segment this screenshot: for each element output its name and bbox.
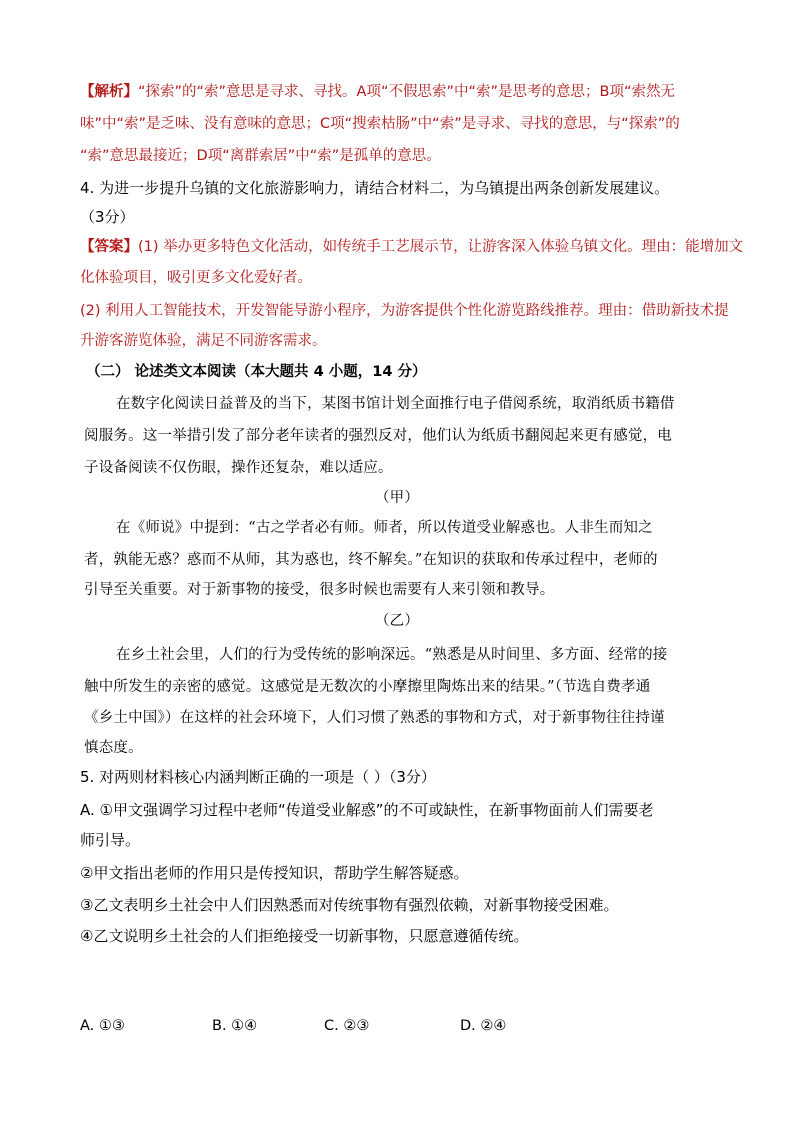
analysis-line-2: 味”中“索”是乏味、没有意味的意思；C项“搜索枯肠”中“索”是寻求、寻找的意思，与“探索”的	[80, 116, 680, 132]
q5-option-c[interactable]: C. ②③	[324, 1018, 370, 1034]
yi-line-2: 触中所发生的亲密的感觉。这感觉是无数次的小摩擦里陶炼出来的结果。”（节选自费孝通	[84, 679, 651, 695]
q5-statement-2: ②甲文指出老师的作用只是传授知识，帮助学生解答疑惑。	[80, 864, 469, 882]
answer-line-2: 化体验项目，吸引更多文化爱好者。	[80, 270, 312, 286]
q4-line-1: 4. 为进一步提升乌镇的文化旅游影响力，请结合材料二，为乌镇提出两条创新发展建议。	[80, 179, 670, 197]
q4-line-2: （3分）	[80, 208, 135, 226]
analysis-line-1	[80, 82, 675, 102]
q5-statement-1a: A. ①甲文强调学习过程中老师“传道受业解惑”的不可或缺性，在新事物面前人们需要老	[80, 801, 654, 819]
section-2-title: （二） 论述类文本阅读（本大题共 4 小题，14 分）	[86, 364, 427, 380]
intro-line-2: 阅服务。这一举措引发了部分老年读者的强烈反对，他们认为纸质书翻阅起来更有感觉，电	[84, 428, 672, 444]
jia-line-1: 在《师说》中提到：“古之学者必有师。师者，所以传道受业解惑也。人非生而知之	[116, 520, 653, 536]
analysis-tag: 【解析】	[80, 84, 138, 100]
jia-line-3: 引导至关重要。对于新事物的接受，很多时候也需要有人来引领和教导。	[84, 582, 555, 598]
yi-line-3: 《乡土中国》）在这样的社会环境下，人们习惯了熟悉的事物和方式，对于新事物往往持谨	[84, 710, 665, 726]
answer-line-3: (2) 利用人工智能技术，开发智能导游小程序，为游客提供个性化游览路线推荐。理由：借助新技术提	[80, 303, 729, 319]
q5-option-a[interactable]: A. ①③	[80, 1018, 125, 1034]
jia-label: （甲）	[374, 490, 420, 506]
yi-line-1: 在乡土社会里，人们的行为受传统的影响深远。“熟悉是从时间里、多方面、经常的接	[116, 647, 668, 663]
intro-line-3: 子设备阅读不仅伤眼，操作还复杂，难以适应。	[84, 460, 393, 476]
yi-label: （乙）	[374, 613, 420, 629]
q5-option-b[interactable]: B. ①④	[212, 1018, 258, 1034]
intro-line-1: 在数字化阅读日益普及的当下，某图书馆计划全面推行电子借阅系统，取消纸质书籍借	[116, 396, 675, 412]
analysis-line-3: “索”意思最接近；D项“离群索居”中“索”是孤单的意思。	[80, 148, 441, 164]
q5-statement-3: ③乙文表明乡土社会中人们因熟悉而对传统事物有强烈依赖，对新事物接受困难。	[80, 896, 619, 914]
answer-line-4: 升游客游览体验，满足不同游客需求。	[80, 333, 327, 349]
q5-stem: 5. 对两则材料核心内涵判断正确的一项是（ ）（3分）	[80, 768, 436, 786]
answer-line-1	[80, 237, 743, 257]
q5-statement-1b: 师引导。	[80, 831, 141, 849]
answer-text-1: (1) 举办更多特色文化活动，如传统手工艺展示节，让游客深入体验乌镇文化。理由：能增加文	[138, 239, 744, 255]
q5-statement-4: ④乙文说明乡土社会的人们拒绝接受一切新事物，只愿意遵循传统。	[80, 927, 529, 945]
jia-line-2: 者，孰能无惑？惑而不从师，其为惑也，终不解矣。”在知识的获取和传承过程中，老师的	[84, 552, 658, 568]
yi-line-4: 慎态度。	[84, 740, 143, 756]
answer-tag: 【答案】	[80, 239, 138, 255]
q5-option-d[interactable]: D. ②④	[460, 1018, 507, 1034]
analysis-text-1: “探索”的“索”意思是寻求、寻找。A项“不假思索”中“索”是思考的意思；B项“索然无	[138, 84, 675, 100]
